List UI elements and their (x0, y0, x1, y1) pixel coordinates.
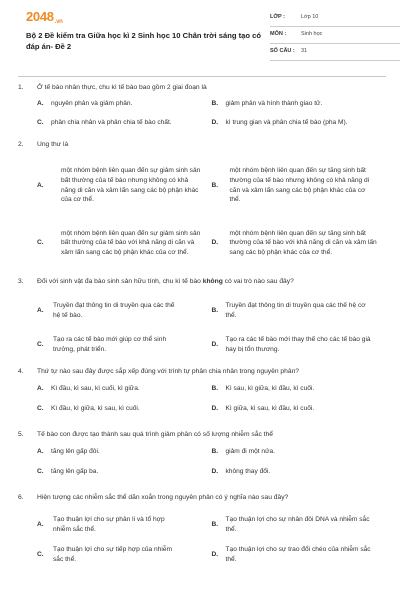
option-a[interactable] (37, 384, 212, 404)
question-2 (18, 138, 386, 272)
option-letter: C. (37, 341, 44, 349)
option-b[interactable] (212, 384, 387, 404)
option-a[interactable] (37, 99, 212, 118)
question-text-part: có vai trò nào sau đây? (222, 278, 294, 286)
option-b[interactable] (212, 447, 387, 467)
option-letter: A. (37, 448, 44, 455)
option-text: không thay đổi. (225, 468, 271, 475)
meta-key: SỐ CÂU : (270, 48, 295, 55)
logo-suffix: .vn (54, 19, 63, 26)
option-c[interactable] (37, 404, 212, 424)
option-letter: B. (211, 521, 219, 529)
option-letter: A. (37, 521, 44, 529)
option-text: một nhóm bệnh liên quan đến sự tăng sinh bất thường của tế bào nhưng không có khả năng di căn và xâm lấn sang các bộ phận khác của cơ thể. (229, 167, 370, 204)
question-text-part: Đối với sinh vật đa bào sinh sản hữu tính, chu kì tế bào (37, 278, 203, 286)
option-text: phân chia nhân và phân chia tế bào chất. (51, 119, 172, 126)
option-letter: C. (37, 551, 44, 559)
option-text: một nhóm bệnh liên quan đến sự giảm sinh sản bất thường của tế bào với khả năng di căn và xâm lấn sang các bộ phận khác của cơ thể. (61, 229, 201, 256)
option-text: giảm phân và hình thành giao tử. (225, 100, 323, 107)
option-text: Tạo thuận lợi cho sự trao đổi chéo của nhiễm sắc thể. (225, 546, 371, 563)
option-d[interactable] (212, 328, 387, 362)
option-letter: B. (211, 385, 219, 392)
question-4 (18, 365, 386, 424)
option-text: Truyền đạt thông tin di truyền qua các thế hệ tế bào. (53, 302, 175, 319)
question-number: 2. (18, 141, 24, 149)
option-d[interactable] (212, 118, 387, 138)
option-text: kì trung gian và phân chia tế bào (pha M). (225, 119, 348, 126)
option-c[interactable] (37, 540, 212, 570)
question-text-emphasis: không (202, 278, 223, 286)
option-text: Kì sau, kì giữa, kì đầu, kì cuối. (225, 385, 315, 392)
option-letter: A. (37, 181, 44, 189)
question-text (37, 277, 294, 287)
question-3 (18, 275, 386, 362)
question-number: 3. (18, 278, 24, 286)
meta-key: LỚP : (270, 14, 285, 21)
option-letter: D. (211, 119, 219, 126)
option-text: giảm đi một nửa. (225, 448, 275, 455)
option-a[interactable] (37, 447, 212, 467)
option-b[interactable] (212, 510, 387, 540)
option-letter: D. (211, 341, 219, 349)
meta-row-class (270, 10, 400, 27)
option-d[interactable] (212, 404, 387, 424)
option-text: tăng lên gấp đôi. (51, 448, 100, 455)
option-text: Tạo thuận lợi cho sự phân li và tổ hợp nhiễm sắc thể. (53, 516, 165, 533)
option-text: Truyền đạt thông tin di truyền qua các thế hệ cơ thể. (225, 302, 366, 319)
option-d[interactable] (212, 214, 387, 272)
question-text: Ung thư là (37, 141, 69, 149)
meta-value: Lớp 10 (301, 14, 319, 21)
question-number: 5. (18, 431, 24, 439)
meta-row-count (270, 44, 400, 61)
option-text: Kì đầu, kì sau, kì cuối, kì giữa. (51, 385, 140, 392)
option-text: nguyên phân và giảm phân. (51, 100, 133, 107)
option-letter: B. (211, 307, 219, 315)
meta-value: Sinh học (301, 31, 323, 38)
question-number: 6. (18, 494, 24, 502)
option-letter: A. (37, 307, 44, 315)
question-text: Hiện tượng các nhiễm sắc thể dãn xoắn trong nguyên phân có ý nghĩa nào sau đây? (37, 494, 289, 502)
option-letter: C. (37, 119, 44, 126)
option-letter: B. (211, 100, 219, 107)
question-text: Ở tế bào nhân thực, chu kì tế bào bao gồm 2 giai đoạn là (37, 84, 207, 92)
option-c[interactable] (37, 328, 212, 362)
option-letter: D. (211, 405, 219, 412)
option-b[interactable] (212, 99, 387, 118)
question-text: Tế bào con được tạo thành sau quá trình giảm phân có số lượng nhiễm sắc thể (37, 431, 273, 439)
option-letter: C. (37, 405, 44, 412)
question-text: Thứ tự nào sau đây được sắp xếp đúng với trình tự phân chia nhân trong nguyên phân? (37, 368, 300, 376)
meta-row-subject (270, 27, 400, 44)
option-letter: D. (211, 239, 219, 247)
option-text: Tạo ra các tế bào mới giúp cơ thể sinh trưởng, phát triển. (53, 336, 167, 353)
option-text: Kì đầu, kì giữa, kì sau, kì cuối. (51, 405, 140, 412)
option-letter: D. (211, 468, 219, 475)
header (18, 0, 386, 72)
logo-name: 2048 (26, 9, 54, 24)
question-1 (18, 81, 386, 138)
question-number: 1. (18, 84, 24, 92)
option-text: Tạo thuận lợi cho sự tiếp hợp của nhiễm sắc thể. (53, 546, 172, 563)
question-5 (18, 428, 386, 487)
meta-table (270, 10, 400, 61)
option-c[interactable] (37, 118, 212, 138)
meta-key: MÔN : (270, 31, 287, 38)
option-a[interactable] (37, 157, 212, 214)
question-list (18, 79, 386, 570)
option-c[interactable] (37, 214, 212, 272)
option-text: Tạo thuận lợi cho sự nhân đôi DNA và nhiễm sắc thể. (225, 516, 370, 533)
meta-value: 31 (301, 48, 308, 55)
option-text: một nhóm bệnh liên quan đến sự tăng sinh bất thường của tế bào với khả năng di căn và xâm lấn sang các bộ phận khác của cơ thể. (229, 229, 377, 256)
question-6 (18, 491, 386, 570)
option-b[interactable] (212, 294, 387, 328)
logo[interactable] (26, 8, 63, 27)
option-a[interactable] (37, 510, 212, 540)
option-letter: A. (37, 385, 44, 392)
option-text: Tạo ra các tế bào mới thay thế cho các tế bào già hay bị tổn thương. (225, 336, 371, 353)
option-c[interactable] (37, 467, 212, 487)
option-letter: B. (211, 181, 219, 189)
option-d[interactable] (212, 540, 387, 570)
document-title: Bộ 2 Đề kiểm tra Giữa học kì 2 Sinh học 10 Chân trời sáng tạo có đáp án- Đề 2 (26, 31, 261, 51)
option-text: một nhóm bệnh liên quan đến sự giảm sinh sản bất thường của tế bào nhưng không có khả năng di căn và xâm lấn sang các bộ phận khác của cơ thể. (61, 167, 201, 204)
option-text: Kì giữa, kì sau, kì đầu, kì cuối. (225, 405, 315, 412)
option-letter: B. (211, 448, 219, 455)
option-b[interactable] (212, 157, 387, 214)
header-divider (18, 76, 386, 77)
question-number: 4. (18, 368, 24, 376)
option-letter: D. (211, 551, 219, 559)
option-letter: C. (37, 239, 44, 247)
option-letter: C. (37, 468, 44, 475)
option-text: tăng lên gấp ba. (51, 468, 99, 475)
option-letter: A. (37, 100, 44, 107)
option-a[interactable] (37, 294, 212, 328)
option-d[interactable] (212, 467, 387, 487)
